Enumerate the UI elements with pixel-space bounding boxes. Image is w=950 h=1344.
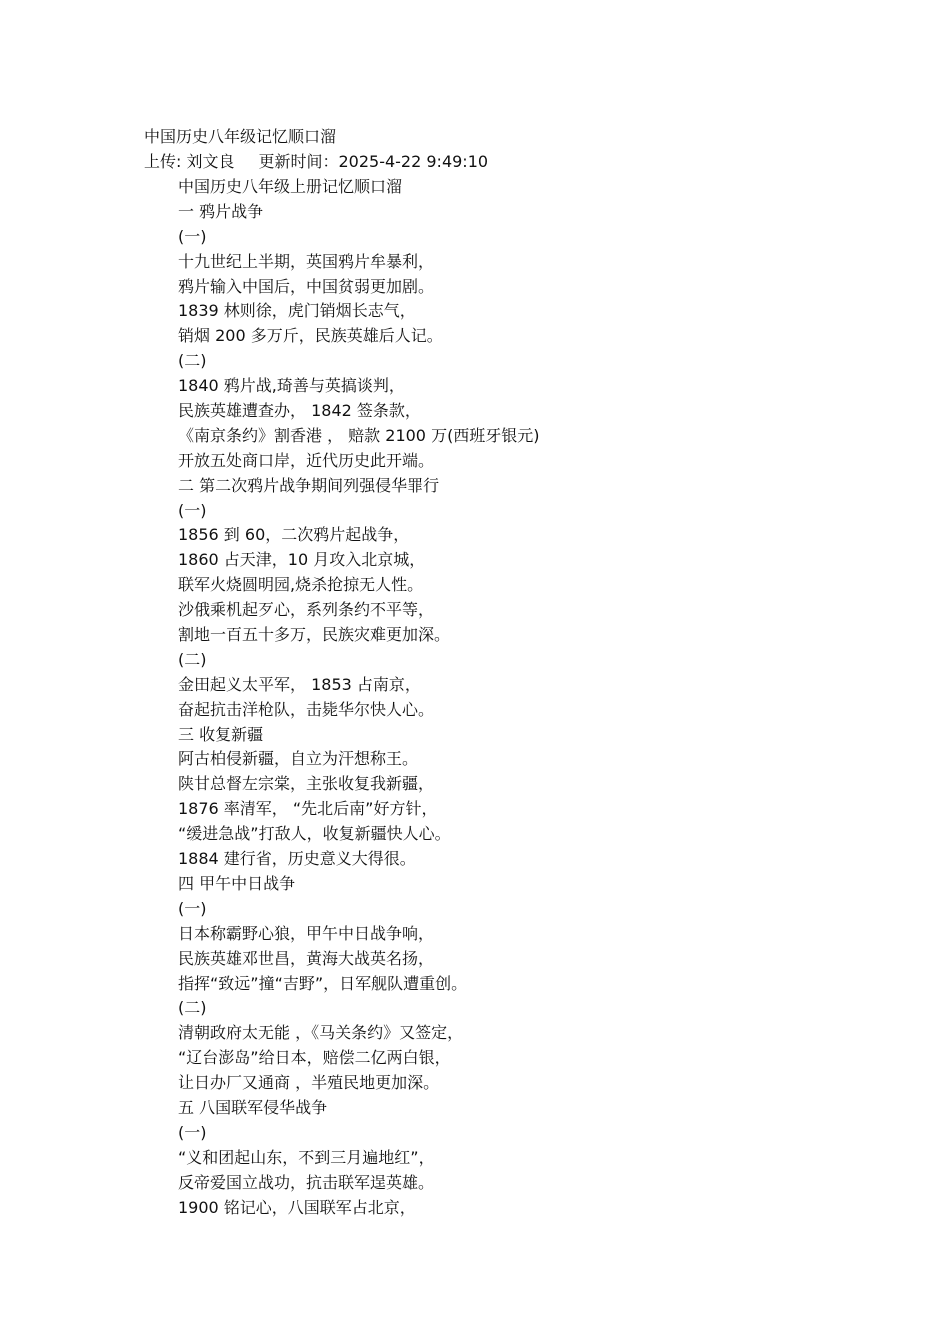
text-line: 让日办厂又通商 ，半殖民地更加深。 [178, 1073, 440, 1093]
text-line: 中国历史八年级上册记忆顺口溜 [178, 177, 403, 196]
text-line: (一) [178, 226, 207, 246]
text-line: 四 甲午中日战争 [178, 873, 296, 893]
text-line: (二) [178, 649, 207, 669]
text-line: “缓进急战”打敌人，收复新疆快人心。 [178, 824, 451, 844]
text-line: 奋起抗击洋枪队，击毙华尔快人心。 [178, 699, 435, 719]
text-line: 二 第二次鸦片战争期间列强侵华罪行 [178, 475, 440, 495]
text-line: (一) [178, 1122, 207, 1142]
text-line: 陕甘总督左宗棠，主张收复我新疆， [178, 774, 435, 794]
text-line: 阿古柏侵新疆，自立为汗想称王。 [178, 749, 419, 769]
text-line: 销烟 200 多万斤，民族英雄后人记。 [178, 326, 443, 346]
text-line: 开放五处商口岸，近代历史此开端。 [178, 450, 435, 470]
text-line: 割地一百五十多万，民族灾难更加深。 [178, 625, 451, 645]
text-line: (二) [178, 998, 207, 1018]
document-body [178, 176, 878, 1221]
text-line: 三 收复新疆 [178, 724, 264, 744]
text-line: 鸦片输入中国后，中国贫弱更加剧。 [178, 276, 435, 296]
text-line: 1856 到 60，二次鸦片起战争， [178, 525, 410, 545]
text-line: 沙俄乘机起歹心，系列条约不平等， [178, 600, 435, 620]
text-line: 1900 铭记心，八国联军占北京， [178, 1197, 416, 1217]
text-line: 联军火烧圆明园,烧杀抢掠无人性。 [178, 575, 424, 595]
text-line: “义和团起山东，不到三月遍地红”， [178, 1147, 435, 1167]
text-line: 1884 建行省，历史意义大得很。 [178, 849, 416, 869]
text-line: 十九世纪上半期，英国鸦片牟暴利， [178, 251, 435, 271]
text-line: “辽台澎岛”给日本，赔偿二亿两白银， [178, 1048, 451, 1068]
text-line: (一) [178, 898, 207, 918]
text-line: 一 鸦片战争 [178, 201, 264, 221]
document-title: 中国历史八年级记忆顺口溜 [144, 127, 337, 146]
text-line: 1839 林则徐，虎门销烟长志气， [178, 301, 416, 321]
text-line: 1860 占天津，10 月攻入北京城， [178, 550, 426, 570]
text-line: 指挥“致远”撞“吉野”，日军舰队遭重创。 [178, 973, 468, 993]
text-line: 反帝爱国立战功，抗击联军逞英雄。 [178, 1172, 435, 1192]
text-line: 民族英雄遭查办， 1842 签条款， [178, 401, 421, 421]
updated-time: 更新时间：2025-4-22 9:49:10 [258, 152, 489, 171]
document-meta [144, 151, 488, 173]
text-line: (一) [178, 500, 207, 520]
text-line: 五 八国联军侵华战争 [178, 1097, 328, 1117]
text-line: 1840 鸦片战,琦善与英搞谈判， [178, 376, 405, 396]
text-line: 金田起义太平军， 1853 占南京， [178, 674, 421, 694]
text-line: 日本称霸野心狼，甲午中日战争响， [178, 923, 435, 943]
uploader-label: 上传: 刘文良 [144, 152, 235, 171]
text-line: 清朝政府太无能 ，《马关条约》又签定， [178, 1023, 464, 1043]
text-line: 民族英雄邓世昌，黄海大战英名扬， [178, 948, 435, 968]
text-line: 《南京条约》割香港 ， 赔款 2100 万(西班牙银元) [178, 425, 540, 445]
text-line: 1876 率清军， “先北后南”好方针， [178, 799, 438, 819]
text-line: (二) [178, 351, 207, 371]
